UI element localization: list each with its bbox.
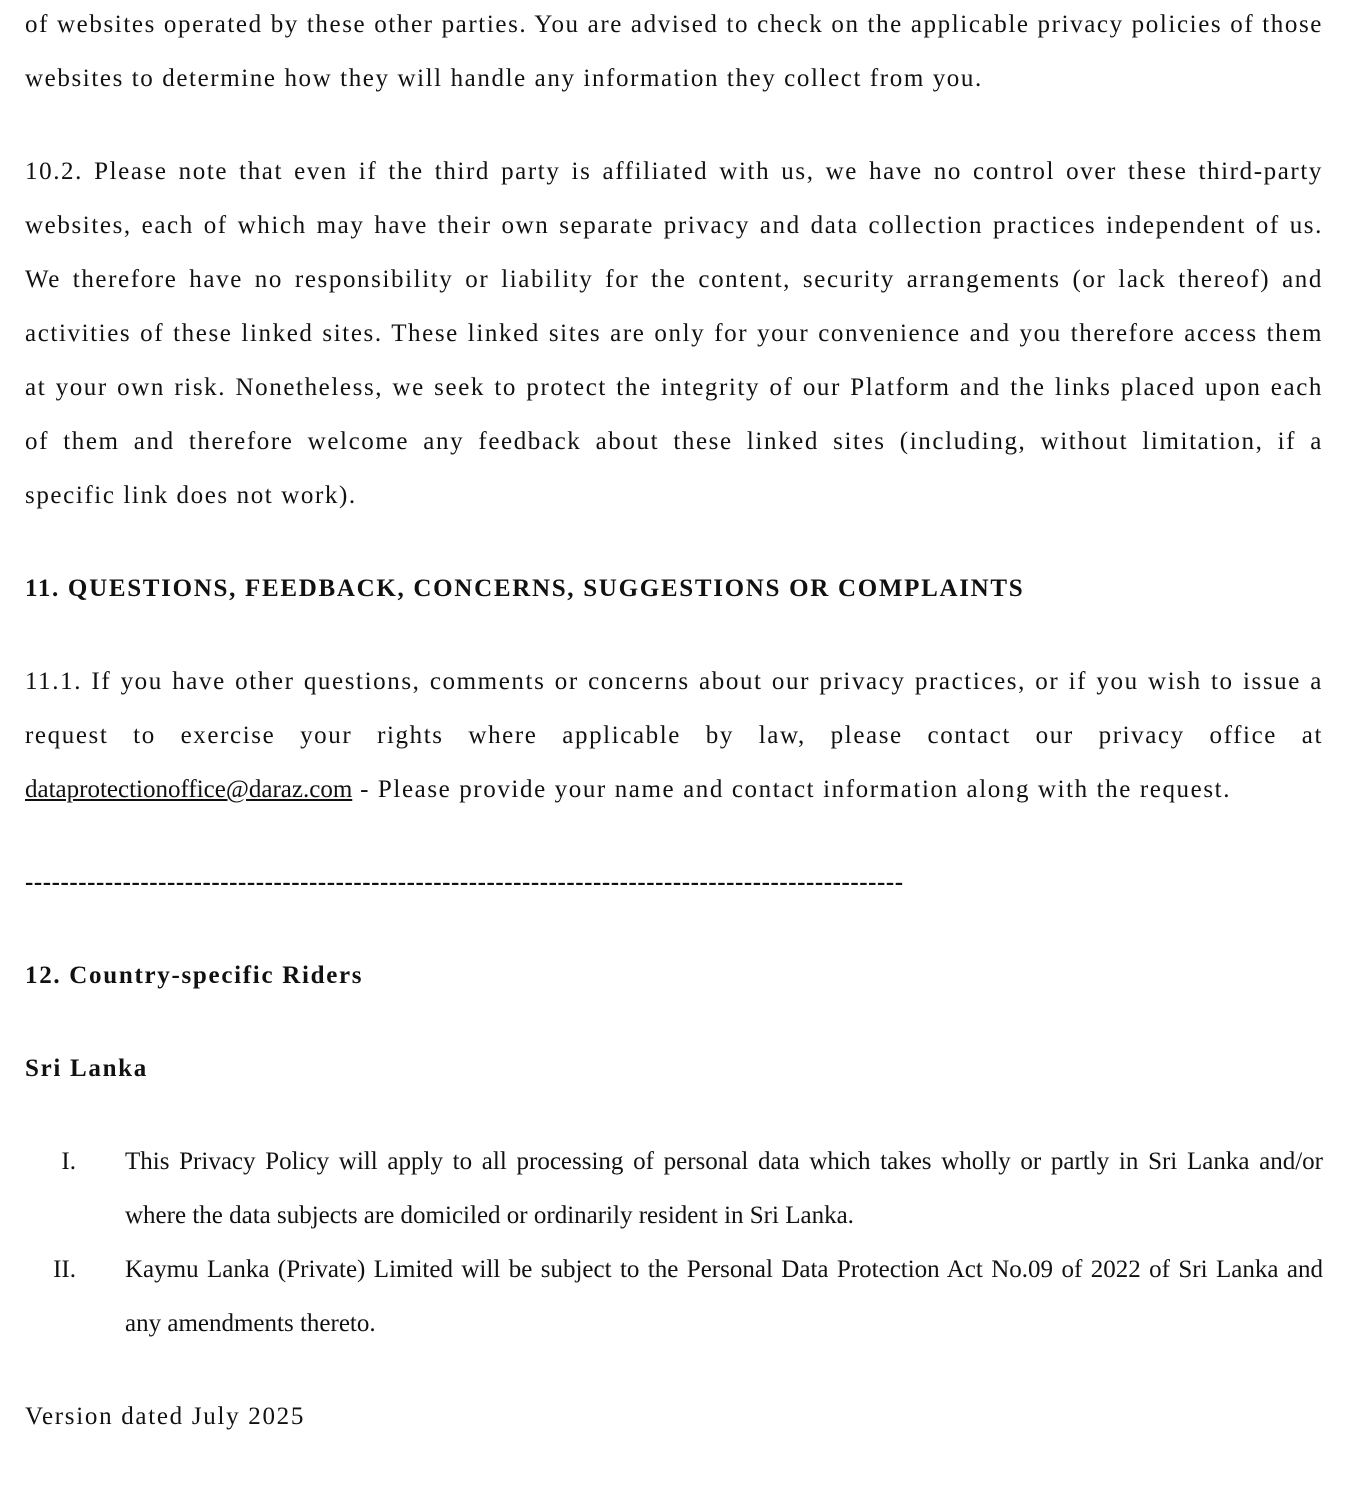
section-11-heading: 11. QUESTIONS, FEEDBACK, CONCERNS, SUGGESTIONS OR COMPLAINTS [25, 575, 1025, 602]
spacer [25, 817, 1323, 856]
section-12-heading: 12. Country-specific Riders [25, 962, 364, 989]
spacer [25, 1003, 1323, 1042]
list-item-text: This Privacy Policy will apply to all processing of personal data which takes wholly or partly in Sri Lanka and/or where the data subjects are domiciled or ordinarily resident in Sri Lanka. [125, 1148, 1323, 1229]
list-item [25, 1135, 1323, 1243]
privacy-policy-document [25, 0, 1323, 1444]
list-item [25, 1243, 1323, 1351]
spacer [25, 1351, 1323, 1390]
section-11-1-text-before-link: 11.1. If you have other questions, comments or concerns about our privacy practices, or if you wish to issue a request to exercise your rights where applicable by law, please contact our privacy office at [25, 668, 1323, 749]
sri-lanka-subheading: Sri Lanka [25, 1055, 148, 1082]
section-11-1-paragraph [25, 655, 1323, 817]
spacer [25, 523, 1323, 562]
privacy-office-email-link[interactable]: dataprotectionoffice@daraz.com [25, 776, 353, 803]
list-numeral: I. [61, 1148, 76, 1175]
section-10-continued-paragraph: of websites operated by these other parties. You are advised to check on the applicable privacy policies of those websites to determine how they will handle any information they collect from you. [25, 11, 1323, 92]
section-10-2-paragraph: 10.2. Please note that even if the third party is affiliated with us, we have no control over these third-party websites, each of which may have their own separate privacy and data collection practices independent of us. We therefore have no responsibility or liability for the content, security arrangements (or lack thereof) and activities of these linked sites. These linked sites are only for your convenience and you therefore access them at your own risk. Nonetheless, we seek to protect the integrity of our Platform and the links placed upon each of them and therefore welcome any feedback about these linked sites (including, without limitation, if a specific link does not work). [25, 158, 1323, 509]
list-item-text: Kaymu Lanka (Private) Limited will be subject to the Personal Data Protection Act No.09 of 2022 of Sri Lanka and any amendments thereto. [125, 1256, 1323, 1337]
list-numeral: II. [53, 1256, 76, 1283]
spacer [25, 616, 1323, 655]
spacer [25, 910, 1323, 949]
section-11-1-text-after-link: - Please provide your name and contact information along with the request. [352, 776, 1232, 803]
spacer [25, 1096, 1323, 1135]
spacer [25, 106, 1323, 145]
version-date: Version dated July 2025 [25, 1403, 306, 1430]
sri-lanka-rider-list [25, 1135, 1323, 1351]
dashed-divider: --------------------------------------------------------------------------------------------------- [25, 869, 904, 896]
